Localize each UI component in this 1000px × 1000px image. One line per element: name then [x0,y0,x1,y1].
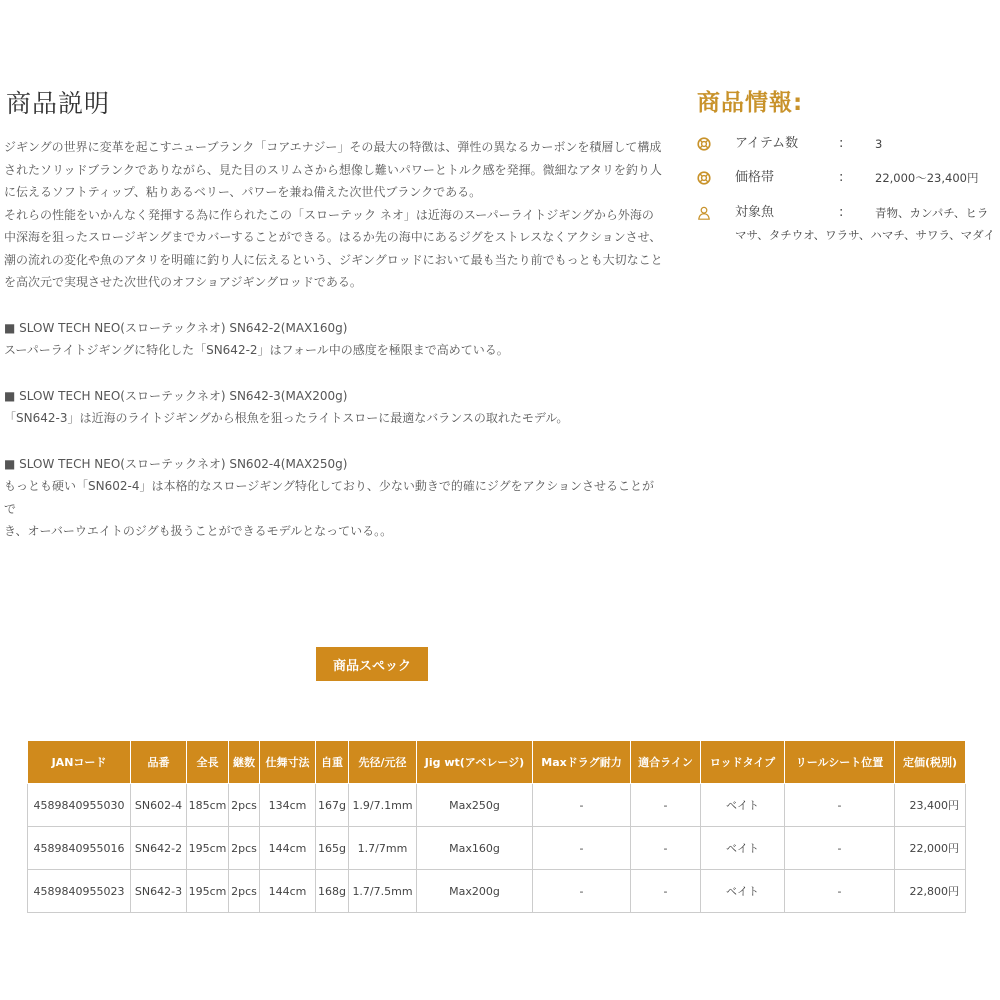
column-header-jan: JANコード [28,741,131,784]
product-spec-button[interactable]: 商品スペック [316,647,428,681]
table-cell: 168g [316,870,349,913]
table-row [28,827,966,870]
table-cell: 2pcs [229,784,260,827]
description-line: に伝えるソフトティップ、粘りあるベリー、パワーを兼ね備えた次世代ブランクである。 [4,185,482,199]
info-separator: : [839,205,844,220]
model-description: もっとも硬い「SN602-4」は本格的なスロージギング特化しており、少ない動きで的確にジグをアクションさせることがで [4,479,655,516]
table-cell: ベイト [701,870,785,913]
table-cell: Max250g [417,784,533,827]
table-cell: 134cm [260,784,316,827]
table-cell: 144cm [260,827,316,870]
spec-table [27,740,966,913]
table-cell: 4589840955030 [28,784,131,827]
table-cell: 195cm [187,827,229,870]
table-cell: 2pcs [229,870,260,913]
table-row [28,784,966,827]
description-line: 潮の流れの変化や魚のアタリを明確に釣り人に伝えるという、ジギングロッドにおいて最も当たり前でもっとも大切なこと [4,252,663,267]
product-info-title: 商品情報: [697,90,804,116]
column-header-model: 品番 [131,741,187,784]
table-row [28,870,966,913]
description-title: 商品説明 [6,89,111,118]
table-cell: 4589840955023 [28,870,131,913]
table-cell: SN602-4 [131,784,187,827]
table-cell: SN642-2 [131,827,187,870]
description-line: 中深海を狙ったスロージギングまでカバーすることができる。はるか先の海中にあるジグをストレスなくアクションさせ、 [4,230,662,244]
model-description: スーパーライトジギングに特化した「SN642-2」はフォール中の感度を極限まで高めている。 [4,343,509,357]
model-heading: ■ SLOW TECH NEO(スローテックネオ) SN602-4(MAX250g) [4,456,348,471]
description-line: ジギングの世界に変革を起こすニューブランク「コアエナジー」その最大の特徴は、弾性の異なるカーボンを積層して構成 [4,140,662,154]
table-cell: 185cm [187,784,229,827]
table-cell: 22,000円 [895,827,966,870]
model-description: き、オーバーウエイトのジグも扱うことができるモデルとなっている。。 [4,524,393,538]
table-cell: 22,800円 [895,870,966,913]
info-separator: : [839,136,844,151]
table-cell: - [785,827,895,870]
spec-table-header-row [28,741,966,784]
info-value: 22,000〜23,400円 [875,171,979,185]
column-header-pieces: 継数 [229,741,260,784]
table-cell: 1.7/7mm [349,827,417,870]
user-icon [697,206,711,220]
info-label: 価格帯 [735,170,775,185]
model-description: 「SN642-3」は近海のライトジギングから根魚を狙ったライトスローに最適なバランスの取れたモデル。 [4,411,569,425]
info-separator: : [839,170,844,185]
table-cell: 167g [316,784,349,827]
table-cell: ベイト [701,827,785,870]
info-value-continued: マサ、タチウオ、ワラサ、ハマチ、サワラ、マダイ [735,228,995,242]
table-cell: 23,400円 [895,784,966,827]
table-cell: 1.7/7.5mm [349,870,417,913]
table-cell: SN642-3 [131,870,187,913]
description-line: を高次元で実現させた次世代のオフショアジギングロッドである。 [4,275,362,289]
table-cell: 165g [316,827,349,870]
table-cell: 4589840955016 [28,827,131,870]
column-header-weight: 自重 [316,741,349,784]
column-header-rod-type: ロッドタイプ [701,741,785,784]
table-cell: - [631,870,701,913]
table-cell: - [785,784,895,827]
column-header-reel-seat: リールシート位置 [785,741,895,784]
table-cell: 2pcs [229,827,260,870]
lifebuoy-icon [697,137,711,151]
table-cell: Max160g [417,827,533,870]
table-cell: 1.9/7.1mm [349,784,417,827]
model-heading: ■ SLOW TECH NEO(スローテックネオ) SN642-3(MAX200g) [4,388,348,403]
info-value: 青物、カンパチ、ヒラ [875,206,989,220]
column-header-tip-butt: 先径/元径 [349,741,417,784]
column-header-closed-length: 仕舞寸法 [260,741,316,784]
table-cell: Max200g [417,870,533,913]
table-cell: - [533,870,631,913]
info-value: 3 [875,137,883,151]
lifebuoy-icon [697,171,711,185]
column-header-line: 適合ライン [631,741,701,784]
info-label: アイテム数 [735,136,799,151]
table-cell: 144cm [260,870,316,913]
table-cell: ベイト [701,784,785,827]
table-cell: 195cm [187,870,229,913]
description-body [4,136,664,543]
table-cell: - [631,784,701,827]
column-header-jig-weight: Jig wt(アベレージ) [417,741,533,784]
column-header-max-drag: Maxドラグ耐力 [533,741,631,784]
model-heading: ■ SLOW TECH NEO(スローテックネオ) SN642-2(MAX160g) [4,320,348,335]
column-header-length: 全長 [187,741,229,784]
description-line: されたソリッドブランクでありながら、見た目のスリムさから想像し難いパワーとトルク感を発揮。微細なアタリを釣り人 [4,162,662,177]
table-cell: - [533,827,631,870]
table-cell: - [631,827,701,870]
column-header-price: 定価(税別) [895,741,966,784]
description-line: それらの性能をいかんなく発揮する為に作られたこの「スローテック ネオ」は近海のスーパーライトジギングから外海の [4,207,654,222]
table-cell: - [785,870,895,913]
info-label: 対象魚 [735,205,775,220]
table-cell: - [533,784,631,827]
